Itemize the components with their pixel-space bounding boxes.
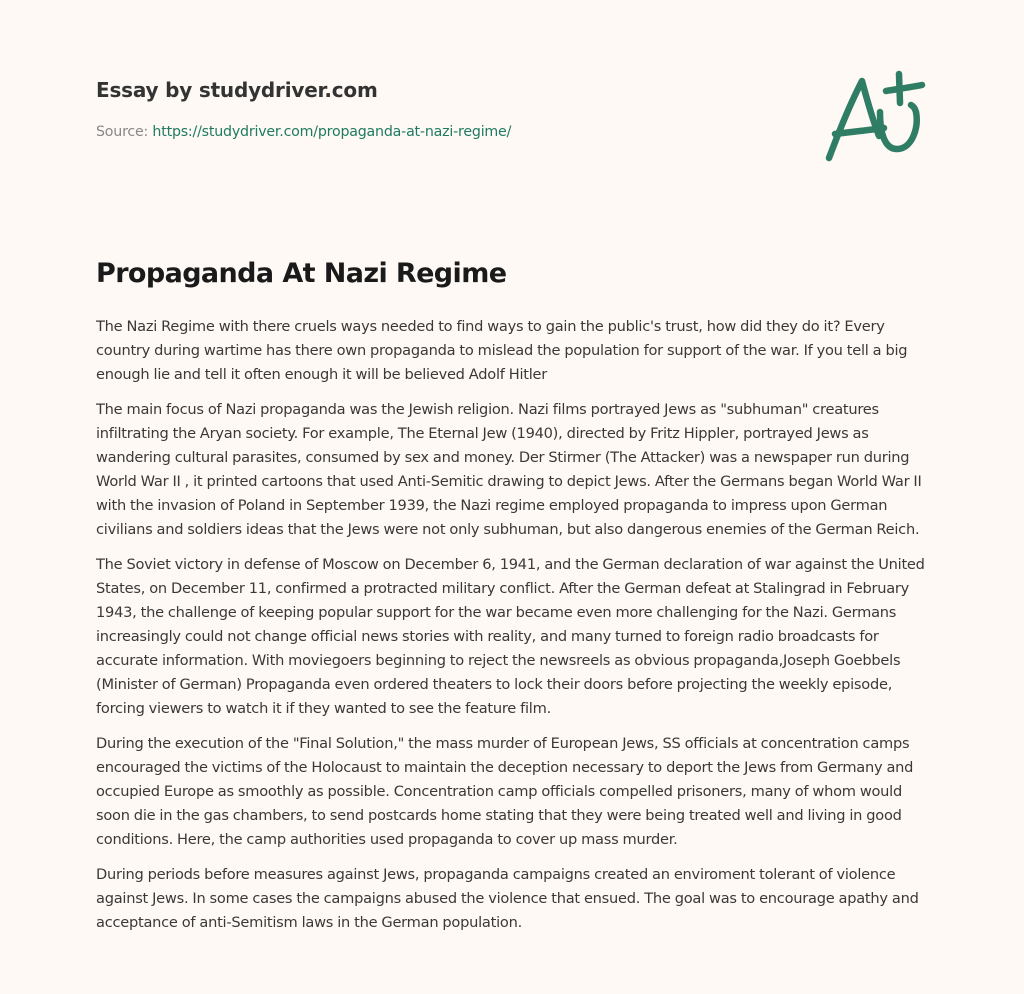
essay-title: Propaganda At Nazi Regime — [96, 258, 507, 289]
essay-paragraph: The Nazi Regime with there cruels ways needed to find ways to gain the public's trust, how did they do it? Every country during wartime has there own propaganda to mislead the population for support of the war. If you tell a big enough lie and tell it often enough it will be believed Adolf Hitler — [96, 318, 908, 383]
source-link[interactable]: https://studydriver.com/propaganda-at-nazi-regime/ — [152, 124, 512, 140]
essay-paragraph: The Soviet victory in defense of Moscow on December 6, 1941, and the German declaration of war against the United States, on December 11, confirmed a protracted military conflict. After the German defeat at Stalingrad in February 1943, the challenge of keeping popular support for the war became even more challenging for the Nazi. Germans increasingly could not change official news stories with reality, and many turned to foreign radio broadcasts for accurate information. With moviegoers beginning to reject the newsreels as obvious propaganda,Joseph Goebbels (Minister of German) Propaganda even ordered theaters to lock their doors before projecting the weekly episode, forcing viewers to watch it if they wanted to see the feature film. — [96, 556, 925, 717]
essay-paragraph: During the execution of the "Final Solution," the mass murder of European Jews, SS officials at concentration camps encouraged the victims of the Holocaust to maintain the deception necessary to deport the Jews from Germany and occupied Europe as smoothly as possible. Concentration camp officials compelled prisoners, many of whom would soon die in the gas chambers, to send postcards home stating that they were being treated well and living in good conditions. Here, the camp authorities used propaganda to cover up mass murder. — [96, 735, 914, 848]
source-line — [96, 122, 511, 142]
page-header — [96, 76, 511, 142]
essay-body — [96, 315, 934, 946]
source-label: Source: — [96, 124, 153, 140]
a-plus-grade-icon — [820, 66, 930, 166]
essay-paragraph: The main focus of Nazi propaganda was the Jewish religion. Nazi films portrayed Jews as "subhuman" creatures infiltrating the Aryan society. For example, The Eternal Jew (1940), directed by Fritz Hippler, portrayed Jews as wandering cultural parasites, consumed by sex and money. Der Stirmer (The Attacker) was a newspaper run during World War II , it printed cartoons that used Anti-Semitic drawing to depict Jews. After the Germans began World War II with the invasion of Poland in September 1939, the Nazi regime employed propaganda to impress upon German civilians and soldiers ideas that the Jews were not only subhuman, but also dangerous enemies of the German Reich. — [96, 401, 922, 538]
essay-paragraph: During periods before measures against Jews, propaganda campaigns created an enviroment tolerant of violence against Jews. In some cases the campaigns abused the violence that ensued. The goal was to encourage apathy and acceptance of anti-Semitism laws in the German population. — [96, 866, 919, 931]
site-title: Essay by studydriver.com — [96, 78, 378, 102]
